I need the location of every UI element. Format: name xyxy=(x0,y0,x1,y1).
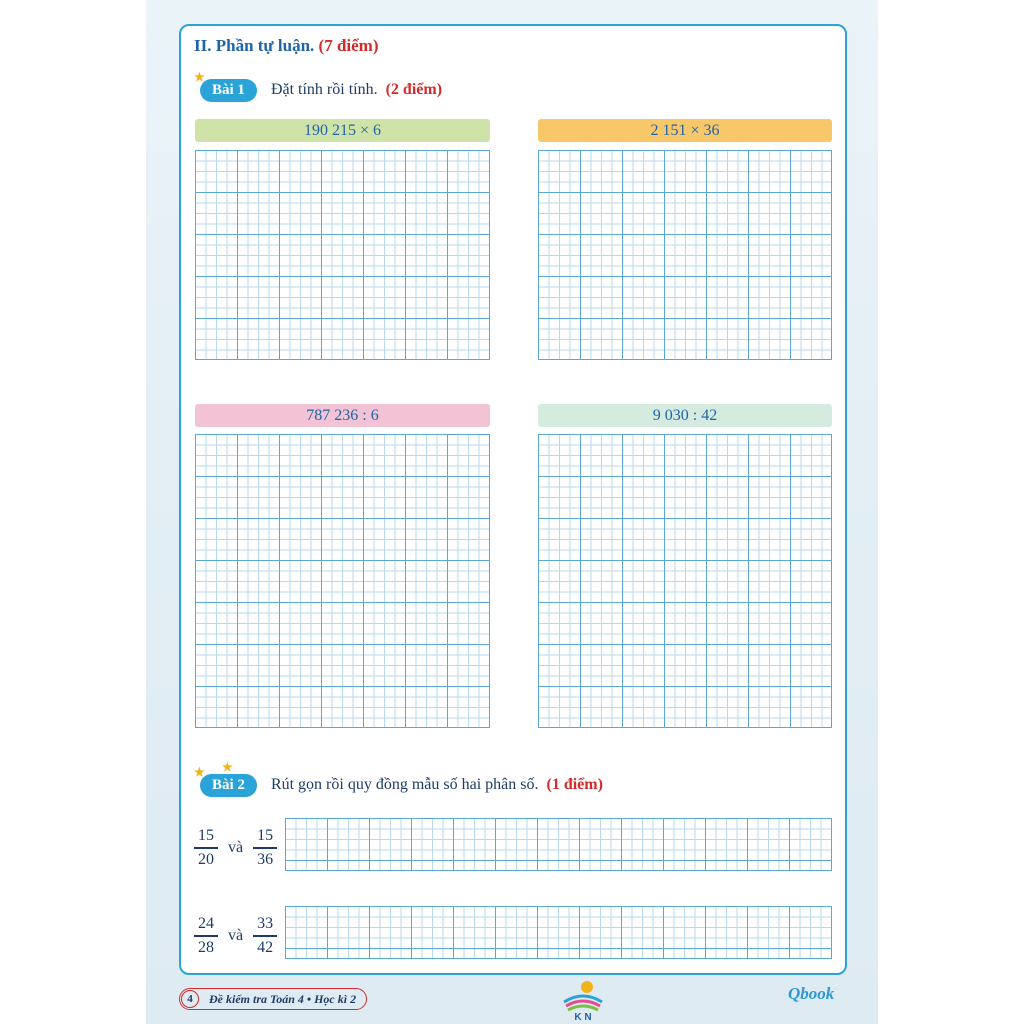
fraction: $\frac{33}{42}$ xyxy=(253,914,277,958)
exercise-2-header xyxy=(194,759,603,798)
grid-strip-1[interactable] xyxy=(285,818,832,871)
page-number: 4 xyxy=(181,990,199,1008)
connector-text: và xyxy=(228,838,244,856)
exercise-1-header xyxy=(194,69,443,103)
fraction-pair-2 xyxy=(194,914,277,958)
fraction: $\frac{15}{36}$ xyxy=(253,826,277,870)
exercise-2-points: (1 điểm) xyxy=(546,776,603,793)
exercise-2-instruction: Rút gọn rồi quy đồng mẫu số hai phân số. (1 điểm) xyxy=(270,776,603,793)
exercise-1-instruction: Đặt tính rồi tính. (2 điểm) xyxy=(270,81,443,98)
star-icon: ★ xyxy=(194,764,205,779)
star-icon: ★ xyxy=(222,759,233,774)
svg-text:K N: K N xyxy=(574,1012,592,1022)
qbook-logo: Qbook xyxy=(788,984,835,1003)
exercise-1-badge: ★ Bài 1 xyxy=(200,79,257,102)
footer-title: Đề kiểm tra Toán 4 • Học kì 2 xyxy=(209,991,357,1006)
footer-title-pill xyxy=(179,988,367,1010)
fraction-pair-1 xyxy=(194,826,277,870)
calc-label-1: 190 215 × 6 xyxy=(195,119,490,142)
grid-box-2[interactable] xyxy=(538,150,832,360)
grid-box-3[interactable] xyxy=(195,434,490,728)
calc-label-4: 9 030 : 42 xyxy=(538,404,832,427)
exercise-1-points: (2 điểm) xyxy=(385,81,443,98)
section-title: II. Phần tự luận. (7 điểm) xyxy=(194,36,379,55)
calc-label-3: 787 236 : 6 xyxy=(195,404,490,427)
grid-box-1[interactable] xyxy=(195,150,490,360)
exercise-2-badge: ★ ★ Bài 2 xyxy=(200,774,257,797)
connector-text: và xyxy=(228,926,244,944)
publisher-logo-icon xyxy=(558,978,608,1022)
fraction: $\frac{15}{20}$ xyxy=(194,826,218,870)
grid-box-4[interactable] xyxy=(538,434,832,728)
grid-strip-2[interactable] xyxy=(285,906,832,959)
star-icon: ★ xyxy=(194,69,205,84)
calc-label-2: 2 151 × 36 xyxy=(538,119,832,142)
section-points: (7 điểm) xyxy=(318,36,379,55)
fraction: $\frac{24}{28}$ xyxy=(194,914,218,958)
